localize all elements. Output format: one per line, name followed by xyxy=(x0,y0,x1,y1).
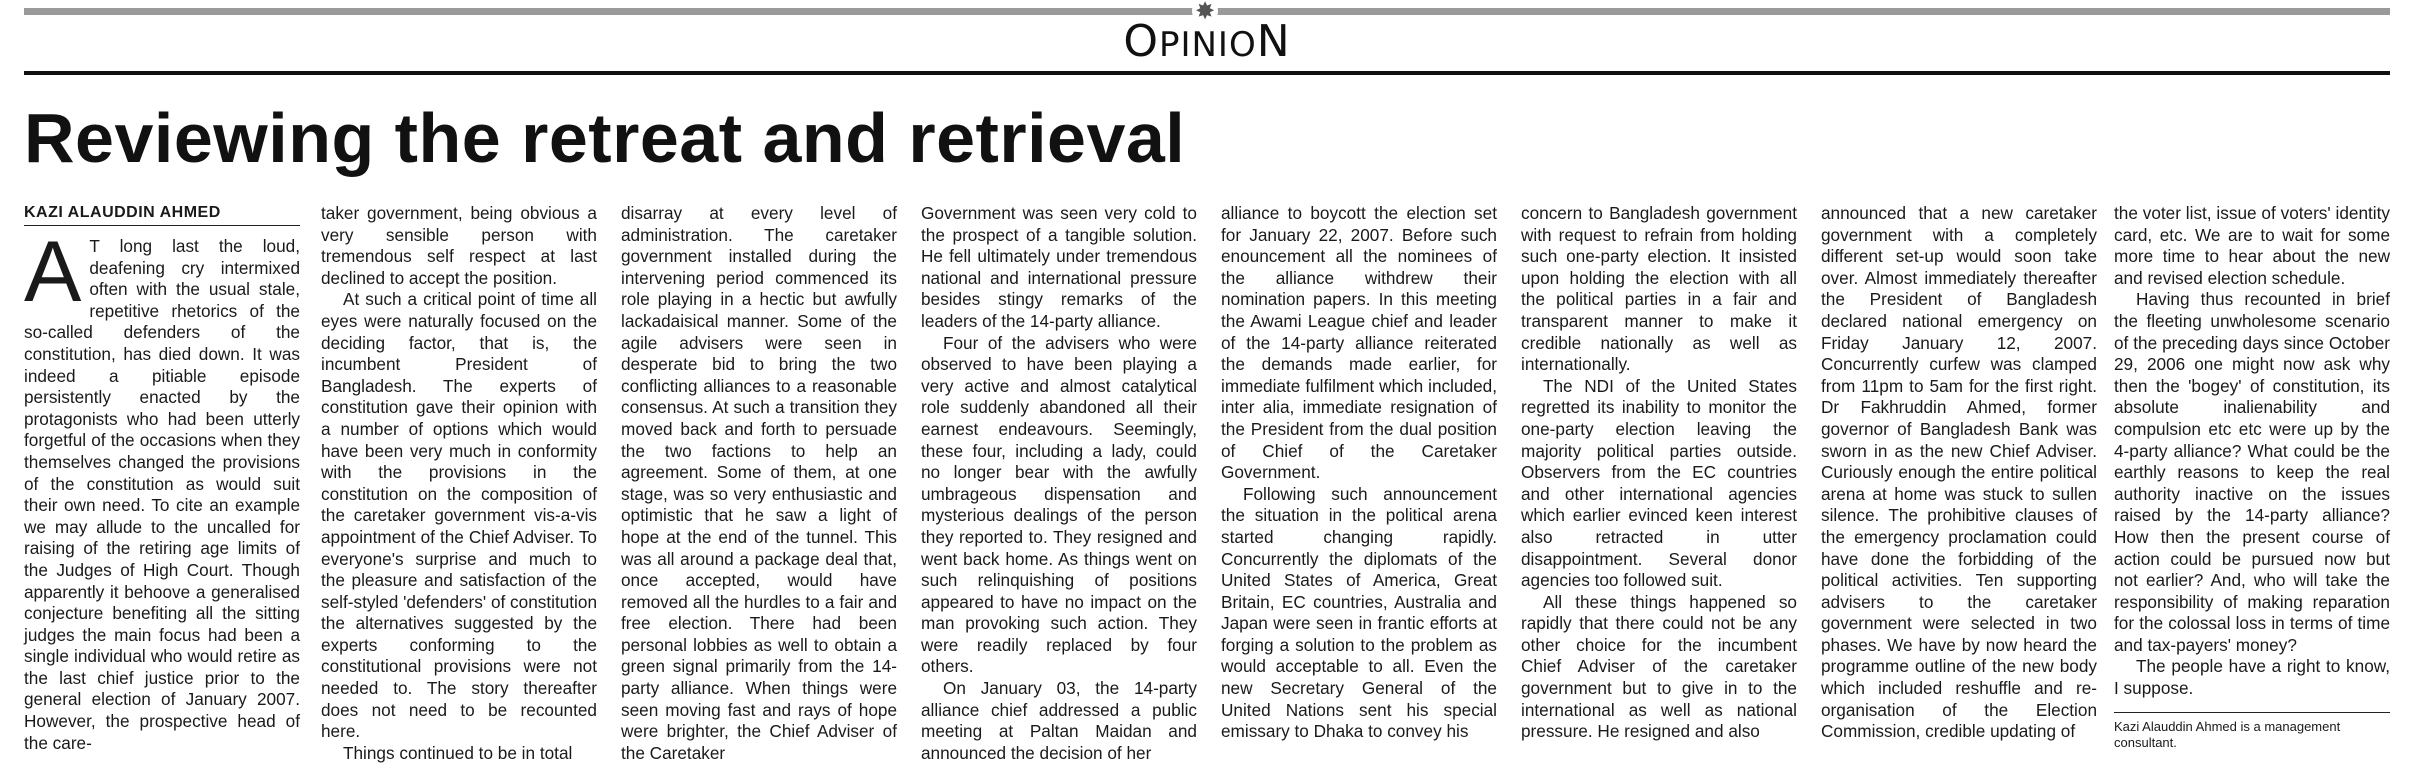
paragraph: concern to Bangladesh government with request to refrain from holding such one-party election. It insisted upon holding the election with all the political parties in a fair and transparent manner to make it credible nationally as well as internationally. xyxy=(1521,203,1797,375)
column-3 xyxy=(621,203,897,764)
section-header xyxy=(0,16,2414,71)
paragraph: T long last the loud, deafening cry intermixed often with the usual stale, repetitive rhetorics of the so-called defenders of the constitution, has died down. It was indeed a pitiable episode persistently enacted by the protagonists who had been utterly forgetful of the occasions when they themselves changed the provisions of the constitution as would suit their own need. To cite an example we may allude to the uncalled for raising of the retiring age limits of the Judges of High Court. Though apparently it behoove a generalised conjecture benefiting all the sitting judges the main focus had been a single individual who would retire as the last chief justice prior to the general election of January 2007. However, the prospective head of the care- xyxy=(24,236,300,753)
paragraph: disarray at every level of administration. The caretaker government installed during the intervening period commenced its role playing in a hectic but awfully lackadaisical manner. Some of the agile advisers were seen in desperate bid to bring the two conflicting alliances to a reasonable consensus. At such a transition they moved back and forth to persuade the two factions to help an agreement. Some of them, at one stage, was so very enthusiastic and optimistic that he saw a light of hope at the end of the tunnel. This was all around a package deal that, once accepted, would have removed all the hurdles to a fair and free election. There had been personal lobbies as well to obtain a green signal primarily from the 14-party alliance. When things were seen moving fast and rays of hope were brighter, the Chief Adviser of the Caretaker xyxy=(621,203,897,763)
header-rule xyxy=(24,71,2390,75)
author-footnote: Kazi Alauddin Ahmed is a management consultant. xyxy=(2114,712,2390,751)
article-body xyxy=(24,203,2390,763)
paragraph: taker government, being obvious a very sensible person with tremendous self respect at last declined to accept the position. xyxy=(321,203,597,288)
paragraph: The NDI of the United States regretted its inability to monitor the one-party election leaving the majority political parties outside. Observers from the EC countries and other international agencies which earlier evinced keen interest also retracted in utter disappointment. Several donor agencies too followed suit. xyxy=(1521,375,1797,591)
paragraph: the voter list, issue of voters' identity card, etc. We are to wait for some more time to hear about the new and revised election schedule. xyxy=(2114,203,2390,288)
paragraph: Government was seen very cold to the prospect of a tangible solution. He fell ultimately under tremendous national and international pressure besides stingy remarks of the leaders of the 14-party alliance. xyxy=(921,203,1197,331)
paragraph: Things continued to be in total xyxy=(343,742,573,763)
paragraph: Four of the advisers who were observed to have been playing a very active and almost catalytical role suddenly abandoned all their earnest endeavours. Seemingly, these four, including a lady, could no longer bear with the awfully umbrageous dispensation and mysterious dealings of the person they reported to. They resigned and went back home. As things went on such relinquishing of positions appeared to have no impact on the man provoking such action. They were readily replaced by four others. xyxy=(921,332,1197,677)
section-last-letter: N xyxy=(1256,16,1291,67)
column-4 xyxy=(921,203,1197,764)
paragraph: The people have a right to know, I suppose. xyxy=(2114,656,2390,699)
section-first-letter: O xyxy=(1123,16,1159,67)
paragraph: All these things happened so rapidly that there could not be any other choice for the incumbent Chief Adviser of the caretaker government but to give in to the international as well as national pressure. He resigned and also xyxy=(1521,591,1797,742)
paragraph: Following such announcement the situation in the political arena started changing rapidly. Concurrently the diplomats of the United States of America, Great Britain, EC countries, Australia and Japan were seen in frantic efforts at forging a solution to the problem as would acceptable to all. Even the new Secretary General of the United Nations sent his special emissary to Dhaka to convey his xyxy=(1221,483,1497,742)
paragraph: On January 03, the 14-party alliance chief addressed a public meeting at Paltan Maidan and announced the decision of her xyxy=(921,678,1197,763)
paragraph: At such a critical point of time all eyes were naturally focused on the deciding factor, that is, the incumbent President of Bangladesh. The experts of constitution gave their opinion with a number of options which would have been very much in conformity with the provisions in the constitution on the composition of the caretaker government vis-a-vis appointment of the Chief Adviser. To everyone's surprise and much to the pleasure and satisfaction of the self-styled 'defenders' of constitution the alternatives suggested by the experts conforming to the constitutional provisions were not needed to. The story thereafter does not need to be recounted here. xyxy=(321,289,597,742)
drop-cap: A xyxy=(24,224,82,320)
headline: Reviewing the retreat and retrieval xyxy=(24,99,1186,177)
paragraph: alliance to boycott the election set for January 22, 2007. Before such enouncement all the nominees of the alliance withdrew their nomination papers. In this meeting the Awami League chief and leader of the 14-party alliance reiterated the demands made earlier, for immediate fulfilment which included, inter alia, immediate resignation of the President from the dual position of Chief of the Caretaker Government. xyxy=(1221,203,1497,483)
column-7 xyxy=(1821,203,2097,743)
column-2 xyxy=(321,203,597,764)
section-middle-letters: PINIO xyxy=(1158,25,1257,65)
column-5 xyxy=(1221,203,1497,743)
column-1 xyxy=(24,203,300,754)
column-6 xyxy=(1521,203,1797,743)
byline: KAZI ALAUDDIN AHMED xyxy=(24,203,300,226)
paragraph: announced that a new caretaker government with a completely different set-up would soon take over. Almost immediately thereafter the President of Bangladesh declared national emergency on Friday January 12, 2007. Concurrently curfew was clamped from 11pm to 5am for the first right. Dr Fakhruddin Ahmed, former governor of Bangladesh Bank was sworn in as the new Chief Adviser. Curiously enough the entire political arena at home was stuck to sullen silence. The prohibitive clauses of the emergency proclamation could have done the forbidding of the political activities. Ten supporting advisers to the caretaker government were selected in two phases. We have by now heard the programme outline of the new body which included reshuffle and re-organisation of the Election Commission, credible updating of xyxy=(1821,203,2097,742)
star-ornament-icon: ✸ xyxy=(1192,0,1218,24)
paragraph: Having thus recounted in brief the fleeting unwholesome scenario of the preceding days since October 29, 2006 one might now ask why then the 'bogey' of constitution, its absolute inalienability and compulsion etc etc were up by the 4-party alliance? What could be the earthly reasons to keep the real authority inactive on the issues raised by the 14-party alliance? How then the present course of action could be pursued now but not earlier? And, who will take the responsibility of making reparation for the colossal loss in terms of time and tax-payers' money? xyxy=(2114,289,2390,655)
column-8 xyxy=(2114,203,2390,751)
